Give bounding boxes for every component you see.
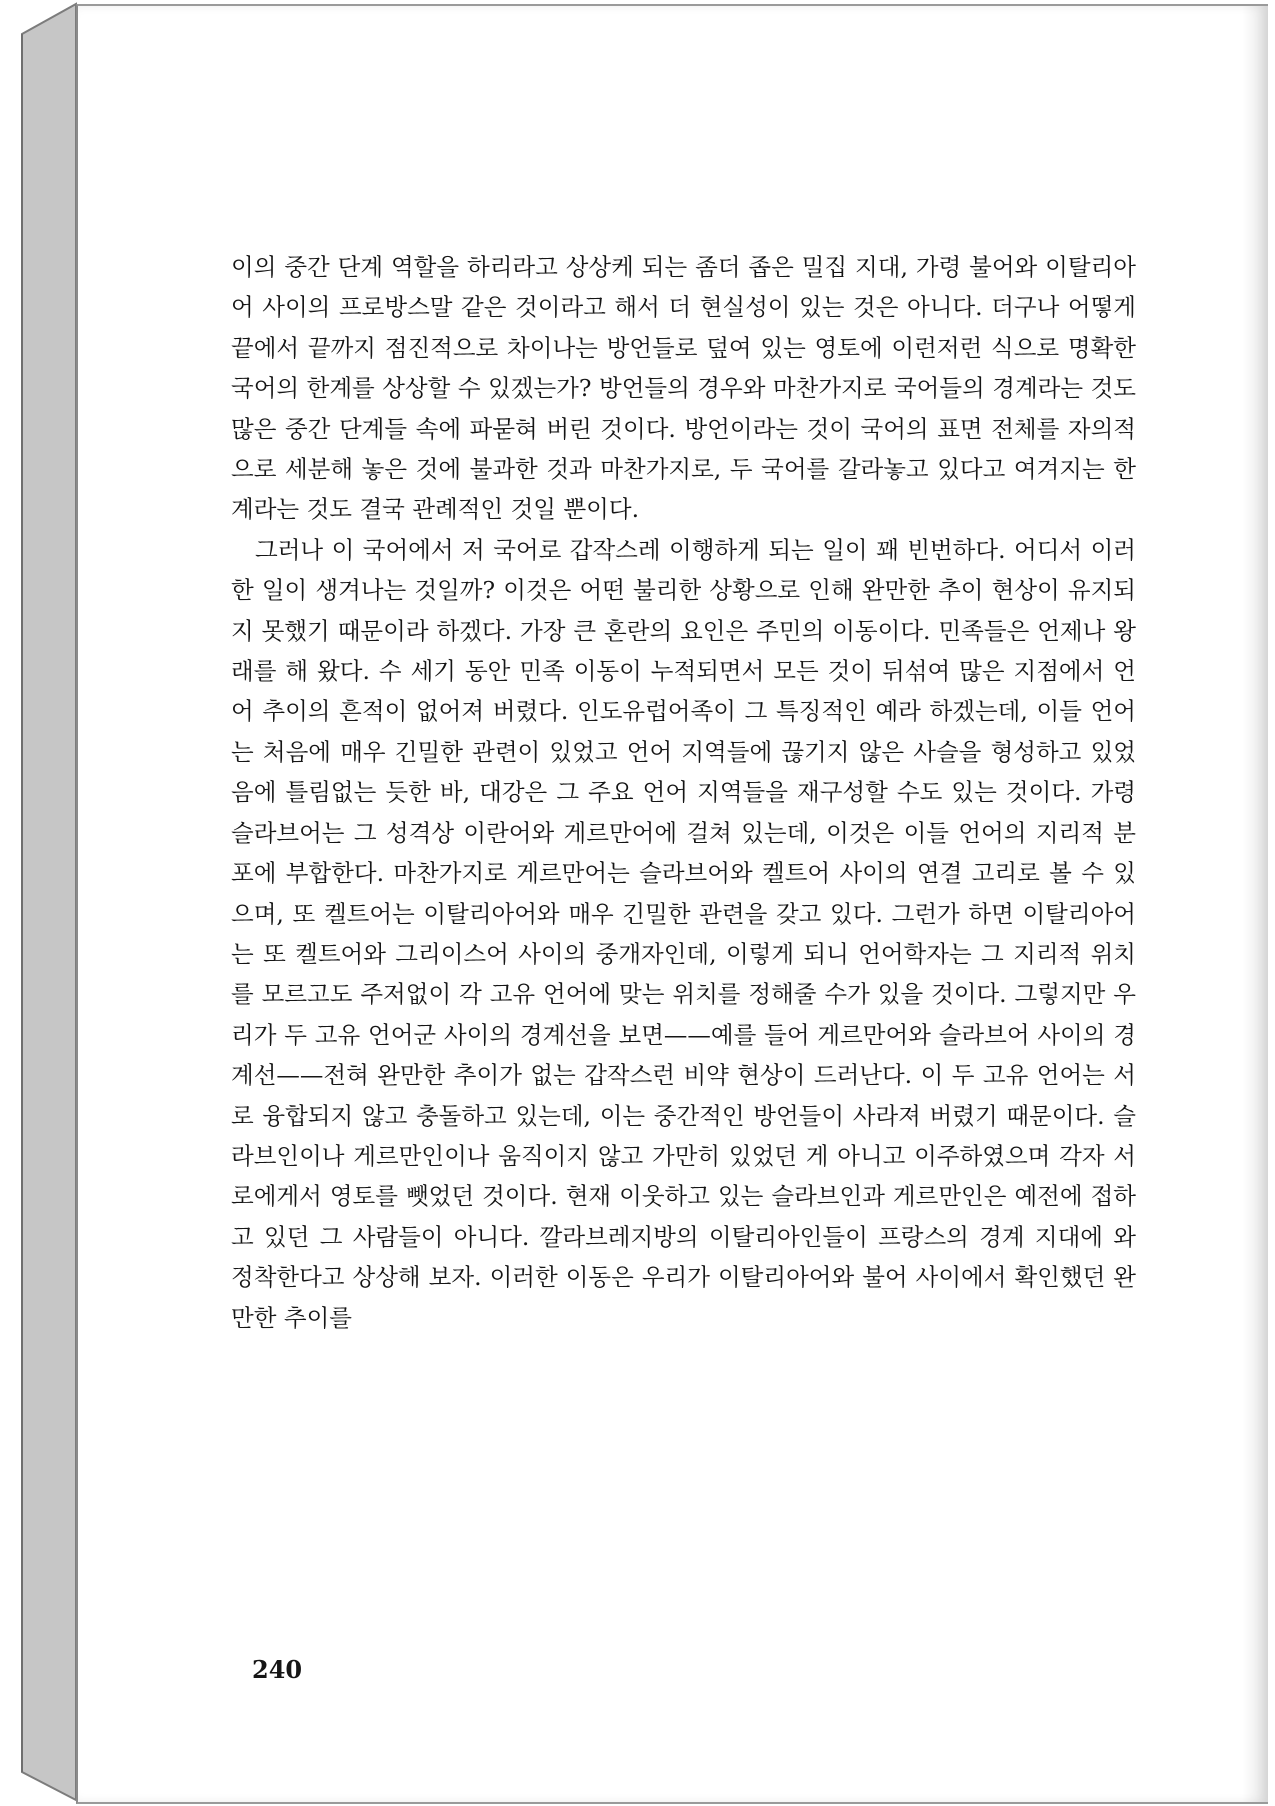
page-number: 240 [252,1655,303,1684]
paragraph-1: 이의 중간 단계 역할을 하리라고 상상케 되는 좀더 좁은 밀집 지대, 가령 불어와 이탈리아어 사이의 프로방스말 같은 것이라고 해서 더 현실성이 있는 것은 아니다. 더구나 어떻게 끝에서 끝까지 점진적으로 차이나는 방언들로 덮여 있는 영토에 이런저런 식으로 명확한 국어의 한계를 상상할 수 있겠는가? 방언들의 경우와 마찬가지로 국어들의 경계라는 것도 많은 중간 단계들 속에 파묻혀 버린 것이다. 방언이라는 것이 국어의 표면 전체를 자의적으로 세분해 놓은 것에 불과한 것과 마찬가지로, 두 국어를 갈라놓고 있다고 여겨지는 한계라는 것도 결국 관례적인 것일 뿐이다. [231,253,1136,524]
paragraph-2: 그러나 이 국어에서 저 국어로 갑작스레 이행하게 되는 일이 꽤 빈번하다. 어디서 이러한 일이 생겨나는 것일까? 이것은 어떤 불리한 상황으로 인해 완만한 추이 현상이 유지되지 못했기 때문이라 하겠다. 가장 큰 혼란의 요인은 주민의 이동이다. 민족들은 언제나 왕래를 해 왔다. 수 세기 동안 민족 이동이 누적되면서 모든 것이 뒤섞여 많은 지점에서 언어 추이의 흔적이 없어져 버렸다. 인도유럽어족이 그 특징적인 예라 하겠는데, 이들 언어는 처음에 매우 긴밀한 관련이 있었고 언어 지역들에 끊기지 않은 사슬을 형성하고 있었음에 틀림없는 듯한 바, 대강은 그 주요 언어 지역들을 재구성할 수도 있는 것이다. 가령 슬라브어는 그 성격상 이란어와 게르만어에 걸쳐 있는데, 이것은 이들 언어의 지리적 분포에 부합한다. 마찬가지로 게르만어는 슬라브어와 켈트어 사이의 연결 고리로 볼 수 있으며, 또 켈트어는 이탈리아어와 매우 긴밀한 관련을 갖고 있다. 그런가 하면 이탈리아어는 또 켈트어와 그리이스어 사이의 중개자인데, 이렇게 되니 언어학자는 그 지리적 위치를 모르고도 주저없이 각 고유 언어에 맞는 위치를 정해줄 수가 있을 것이다. 그렇지만 우리가 두 고유 언어군 사이의 경계선을 보면——예를 들어 게르만어와 슬라브어 사이의 경계선——전혀 완만한 추이가 없는 갑작스런 비약 현상이 드러난다. 이 두 고유 언어는 서로 융합되지 않고 충돌하고 있는데, 이는 중간적인 방언들이 사라져 버렸기 때문이다. 슬라브인이나 게르만인이나 움직이지 않고 가만히 있었던 게 아니고 이주하였으며 각자 서로에게서 영토를 뺏었던 것이다. 현재 이웃하고 있는 슬라브인과 게르만인은 예전에 접하고 있던 그 사람들이 아니다. 깔라브레지방의 이탈리아인들이 프랑스의 경계 지대에 와 정착한다고 상상해 보자. 이러한 이동은 우리가 이탈리아어와 불어 사이에서 확인했던 완만한 추이를 [231,535,1136,1332]
body-text [231,247,1136,1338]
page-edge-shadow [1242,6,1268,1802]
